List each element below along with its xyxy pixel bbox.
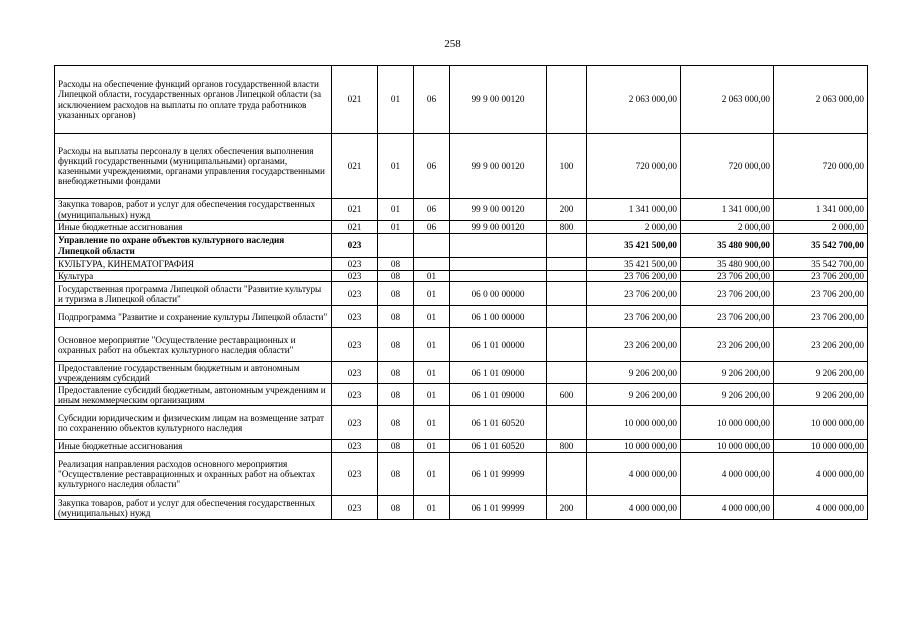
section-code: 08 (378, 406, 414, 440)
amount-year-3: 720 000,00 (774, 134, 868, 199)
table-row (55, 406, 868, 440)
target-article-code (450, 258, 547, 271)
amount-year-2: 23 706 200,00 (681, 306, 774, 328)
target-article-code: 06 0 00 00000 (450, 282, 547, 306)
target-article-code: 06 1 01 09000 (450, 384, 547, 406)
target-article-code: 06 1 00 00000 (450, 306, 547, 328)
expense-type-code (547, 406, 587, 440)
table-body (55, 66, 868, 520)
ministry-code: 023 (332, 384, 378, 406)
amount-year-2: 35 480 900,00 (681, 258, 774, 271)
subsection-code: 06 (414, 66, 450, 134)
amount-year-1: 23 706 200,00 (587, 282, 681, 306)
amount-year-2: 9 206 200,00 (681, 384, 774, 406)
ministry-code: 021 (332, 199, 378, 221)
subsection-code: 01 (414, 384, 450, 406)
subsection-code: 01 (414, 496, 450, 520)
target-article-code: 06 1 01 09000 (450, 362, 547, 384)
amount-year-1: 23 206 200,00 (587, 328, 681, 362)
amount-year-2: 4 000 000,00 (681, 453, 774, 496)
section-code (378, 234, 414, 258)
table-row (55, 440, 868, 453)
expense-type-code (547, 258, 587, 271)
expense-type-code: 100 (547, 134, 587, 199)
amount-year-1: 4 000 000,00 (587, 453, 681, 496)
ministry-code: 023 (332, 282, 378, 306)
subsection-code: 01 (414, 362, 450, 384)
table-row (55, 496, 868, 520)
row-name: Закупка товаров, работ и услуг для обеспечения государственных (муниципальных) нужд (55, 496, 332, 520)
ministry-code: 023 (332, 258, 378, 271)
subsection-code: 01 (414, 453, 450, 496)
row-name: КУЛЬТУРА, КИНЕМАТОГРАФИЯ (55, 258, 332, 271)
amount-year-1: 35 421 500,00 (587, 258, 681, 271)
amount-year-3: 9 206 200,00 (774, 384, 868, 406)
ministry-code: 023 (332, 496, 378, 520)
amount-year-1: 10 000 000,00 (587, 440, 681, 453)
ministry-code: 023 (332, 234, 378, 258)
row-name: Государственная программа Липецкой области "Развитие культуры и туризма в Липецкой области" (55, 282, 332, 306)
amount-year-1: 9 206 200,00 (587, 362, 681, 384)
section-code: 01 (378, 134, 414, 199)
amount-year-1: 23 706 200,00 (587, 306, 681, 328)
expense-type-code: 200 (547, 199, 587, 221)
row-name: Субсидии юридическим и физическим лицам на возмещение затрат по сохранению объектов культурного наследия (55, 406, 332, 440)
section-code: 08 (378, 384, 414, 406)
section-code: 08 (378, 258, 414, 271)
amount-year-3: 35 542 700,00 (774, 234, 868, 258)
section-code: 08 (378, 271, 414, 282)
section-code: 08 (378, 282, 414, 306)
amount-year-1: 2 000,00 (587, 221, 681, 234)
row-name: Предоставление государственным бюджетным и автономным учреждениям субсидий (55, 362, 332, 384)
expense-type-code (547, 453, 587, 496)
section-code: 08 (378, 496, 414, 520)
target-article-code: 06 1 01 99999 (450, 496, 547, 520)
amount-year-1: 720 000,00 (587, 134, 681, 199)
row-name: Подпрограмма "Развитие и сохранение культуры Липецкой области" (55, 306, 332, 328)
target-article-code: 99 9 00 00120 (450, 134, 547, 199)
amount-year-1: 9 206 200,00 (587, 384, 681, 406)
amount-year-3: 2 063 000,00 (774, 66, 868, 134)
table-row (55, 282, 868, 306)
table-row (55, 221, 868, 234)
subsection-code: 01 (414, 328, 450, 362)
expense-type-code (547, 66, 587, 134)
target-article-code: 99 9 00 00120 (450, 66, 547, 134)
section-code: 01 (378, 66, 414, 134)
amount-year-3: 10 000 000,00 (774, 406, 868, 440)
amount-year-2: 2 000,00 (681, 221, 774, 234)
target-article-code: 06 1 01 99999 (450, 453, 547, 496)
section-code: 08 (378, 453, 414, 496)
subsection-code (414, 234, 450, 258)
amount-year-3: 23 706 200,00 (774, 306, 868, 328)
amount-year-3: 23 706 200,00 (774, 282, 868, 306)
amount-year-2: 23 206 200,00 (681, 328, 774, 362)
expense-type-code: 200 (547, 496, 587, 520)
row-name: Реализация направления расходов основного мероприятия "Осуществление реставрационных и охранных работ на объектах культурного наследия области" (55, 453, 332, 496)
table-row (55, 362, 868, 384)
row-name: Расходы на выплаты персоналу в целях обеспечения выполнения функций государственными (муниципальными) органами, казенными учреждениями, органами управления государственными внебюджетными фондами (55, 134, 332, 199)
target-article-code (450, 271, 547, 282)
table-row (55, 271, 868, 282)
amount-year-3: 10 000 000,00 (774, 440, 868, 453)
amount-year-3: 35 542 700,00 (774, 258, 868, 271)
table-row (55, 234, 868, 258)
row-name: Расходы на обеспечение функций органов государственной власти Липецкой области, государственных органов Липецкой области (за исключением расходов на выплаты по оплате труда работников указанных органов) (55, 66, 332, 134)
amount-year-3: 2 000,00 (774, 221, 868, 234)
amount-year-3: 23 706 200,00 (774, 271, 868, 282)
section-code: 08 (378, 306, 414, 328)
ministry-code: 023 (332, 453, 378, 496)
budget-table (54, 65, 868, 520)
amount-year-3: 1 341 000,00 (774, 199, 868, 221)
table-row (55, 258, 868, 271)
table-row (55, 328, 868, 362)
amount-year-1: 4 000 000,00 (587, 496, 681, 520)
table-row (55, 134, 868, 199)
row-name: Иные бюджетные ассигнования (55, 221, 332, 234)
amount-year-2: 10 000 000,00 (681, 440, 774, 453)
ministry-code: 023 (332, 406, 378, 440)
target-article-code: 06 1 01 60520 (450, 440, 547, 453)
amount-year-1: 35 421 500,00 (587, 234, 681, 258)
amount-year-1: 2 063 000,00 (587, 66, 681, 134)
table-row (55, 306, 868, 328)
amount-year-1: 10 000 000,00 (587, 406, 681, 440)
expense-type-code: 600 (547, 384, 587, 406)
section-code: 01 (378, 221, 414, 234)
amount-year-2: 720 000,00 (681, 134, 774, 199)
expense-type-code: 800 (547, 221, 587, 234)
subsection-code: 01 (414, 282, 450, 306)
amount-year-3: 4 000 000,00 (774, 453, 868, 496)
subsection-code (414, 258, 450, 271)
ministry-code: 021 (332, 134, 378, 199)
row-name: Управление по охране объектов культурного наследия Липецкой области (55, 234, 332, 258)
row-name: Иные бюджетные ассигнования (55, 440, 332, 453)
amount-year-2: 23 706 200,00 (681, 282, 774, 306)
expense-type-code: 800 (547, 440, 587, 453)
amount-year-2: 23 706 200,00 (681, 271, 774, 282)
amount-year-2: 2 063 000,00 (681, 66, 774, 134)
target-article-code: 06 1 01 60520 (450, 406, 547, 440)
table-row (55, 199, 868, 221)
target-article-code (450, 234, 547, 258)
row-name: Основное мероприятие "Осуществление реставрационных и охранных работ на объектах культурного наследия области" (55, 328, 332, 362)
target-article-code: 99 9 00 00120 (450, 199, 547, 221)
table-row (55, 66, 868, 134)
amount-year-3: 4 000 000,00 (774, 496, 868, 520)
amount-year-2: 10 000 000,00 (681, 406, 774, 440)
amount-year-1: 1 341 000,00 (587, 199, 681, 221)
amount-year-2: 4 000 000,00 (681, 496, 774, 520)
ministry-code: 023 (332, 306, 378, 328)
subsection-code: 01 (414, 271, 450, 282)
subsection-code: 06 (414, 221, 450, 234)
amount-year-2: 9 206 200,00 (681, 362, 774, 384)
ministry-code: 021 (332, 221, 378, 234)
subsection-code: 01 (414, 440, 450, 453)
target-article-code: 06 1 01 00000 (450, 328, 547, 362)
table-row (55, 384, 868, 406)
amount-year-3: 23 206 200,00 (774, 328, 868, 362)
amount-year-3: 9 206 200,00 (774, 362, 868, 384)
section-code: 08 (378, 328, 414, 362)
ministry-code: 023 (332, 271, 378, 282)
expense-type-code (547, 328, 587, 362)
subsection-code: 01 (414, 406, 450, 440)
ministry-code: 023 (332, 440, 378, 453)
expense-type-code (547, 271, 587, 282)
amount-year-1: 23 706 200,00 (587, 271, 681, 282)
section-code: 01 (378, 199, 414, 221)
expense-type-code (547, 282, 587, 306)
table-row (55, 453, 868, 496)
page-number: 258 (444, 38, 461, 50)
row-name: Культура (55, 271, 332, 282)
subsection-code: 01 (414, 306, 450, 328)
subsection-code: 06 (414, 134, 450, 199)
expense-type-code (547, 234, 587, 258)
row-name: Предоставление субсидий бюджетным, автономным учреждениям и иным некоммерческим организациям (55, 384, 332, 406)
target-article-code: 99 9 00 00120 (450, 221, 547, 234)
ministry-code: 021 (332, 66, 378, 134)
subsection-code: 06 (414, 199, 450, 221)
expense-type-code (547, 362, 587, 384)
amount-year-2: 1 341 000,00 (681, 199, 774, 221)
amount-year-2: 35 480 900,00 (681, 234, 774, 258)
ministry-code: 023 (332, 328, 378, 362)
section-code: 08 (378, 362, 414, 384)
expense-type-code (547, 306, 587, 328)
ministry-code: 023 (332, 362, 378, 384)
section-code: 08 (378, 440, 414, 453)
row-name: Закупка товаров, работ и услуг для обеспечения государственных (муниципальных) нужд (55, 199, 332, 221)
